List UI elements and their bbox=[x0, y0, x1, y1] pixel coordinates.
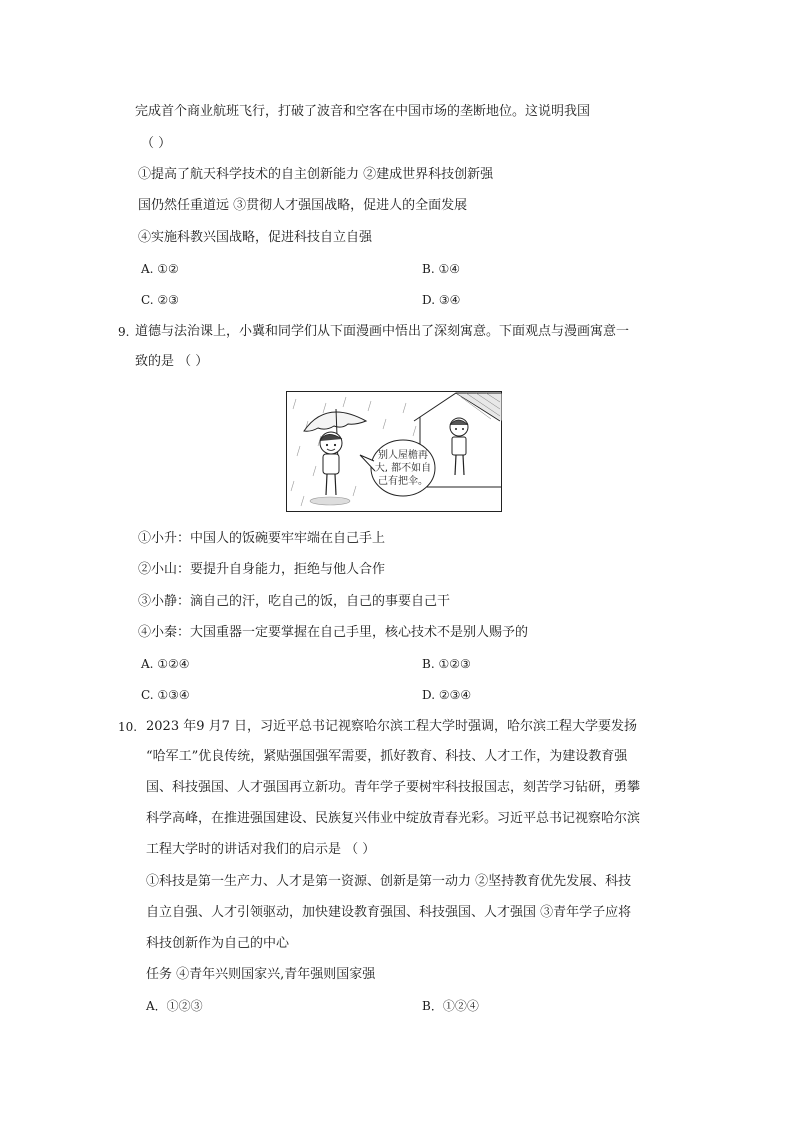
q10-statement-line2: 自立自强、人才引领驱动，加快建设教育强国、科技强国、人才强国 ③青年学子应将 bbox=[146, 905, 632, 920]
q9-option-b: B. ①②③ bbox=[422, 657, 471, 671]
q10-option-a: A．①②③ bbox=[146, 999, 203, 1013]
q9-statement-4: ④小秦：大国重器一定要掌握在自己手里，核心技术不是别人赐予的 bbox=[138, 625, 529, 640]
q8-option-b: B. ①④ bbox=[422, 262, 460, 276]
q9-number: 9. bbox=[118, 325, 130, 339]
q9-statement-3: ③小静：滴自己的汗，吃自己的饭，自己的事要自己干 bbox=[138, 594, 451, 609]
q10-stem-line4: 科学高峰，在推进强国建设、民族复兴伟业中绽放青春光彩。习近平总书记视察哈尔滨 bbox=[146, 811, 641, 826]
q9-option-d: D. ②③④ bbox=[422, 688, 472, 702]
speech-bubble-line1: 别人屋檐再 bbox=[378, 450, 428, 461]
q10-number: 10. bbox=[118, 720, 138, 734]
q10-stem-line2: “哈军工”优良传统，紧贴强国强军需要，抓好教育、科技、人才工作，为建设教育强 bbox=[146, 749, 628, 764]
q8-statement-line1: ①提高了航天科学技术的自主创新能力 ②建成世界科技创新强 bbox=[138, 167, 494, 182]
q8-answer-paren: （ ） bbox=[141, 136, 172, 151]
speech-bubble-line3: 己有把伞。 bbox=[378, 476, 428, 487]
q8-option-a: A. ①② bbox=[141, 262, 179, 276]
q10-statement-line4: 任务 ④青年兴则国家兴,青年强则国家强 bbox=[146, 967, 376, 982]
q9-option-c: C. ①③④ bbox=[141, 688, 190, 702]
q10-stem-line3: 国、科技强国、人才强国再立新功。青年学子要树牢科技报国志，刻苦学习钻研，勇攀 bbox=[146, 780, 641, 795]
q10-option-b: B．①②④ bbox=[422, 999, 479, 1013]
q10-stem-line1: 2023 年9 月7 日，习近平总书记视察哈尔滨工程大学时强调，哈尔滨工程大学要发扬 bbox=[146, 719, 638, 734]
q10-stem-line5: 工程大学时的讲话对我们的启示是 （ ） bbox=[146, 842, 376, 857]
q8-option-d: D. ③④ bbox=[422, 293, 461, 307]
q9-stem-line1: 道德与法治课上，小冀和同学们从下面漫画中悟出了深刻寓意。下面观点与漫画寓意一 bbox=[135, 324, 630, 339]
q8-option-c: C. ②③ bbox=[141, 293, 179, 307]
q9-statement-2: ②小山：要提升自身能力，拒绝与他人合作 bbox=[138, 562, 386, 577]
q8-stem-line1: 完成首个商业航班飞行，打破了波音和空客在中国市场的垄断地位。这说明我国 bbox=[135, 104, 591, 119]
q9-statement-1: ①小升：中国人的饭碗要牢牢端在自己手上 bbox=[138, 531, 386, 546]
q8-statement-line2: 国仍然任重道远 ③贯彻人才强国战略，促进人的全面发展 bbox=[138, 198, 468, 213]
q9-stem-line2: 致的是 （ ） bbox=[135, 354, 209, 369]
q9-option-a: A. ①②④ bbox=[141, 657, 190, 671]
umbrella-cartoon bbox=[286, 391, 502, 512]
speech-bubble-line2: 大, 都不如自 bbox=[374, 463, 432, 474]
q10-statement-line1: ①科技是第一生产力、人才是第一资源、创新是第一动力 ②坚持教育优先发展、科技 bbox=[146, 874, 632, 889]
q10-statement-line3: 科技创新作为自己的中心 bbox=[146, 936, 290, 951]
q8-statement-line3: ④实施科教兴国战略，促进科技自立自强 bbox=[138, 230, 373, 245]
